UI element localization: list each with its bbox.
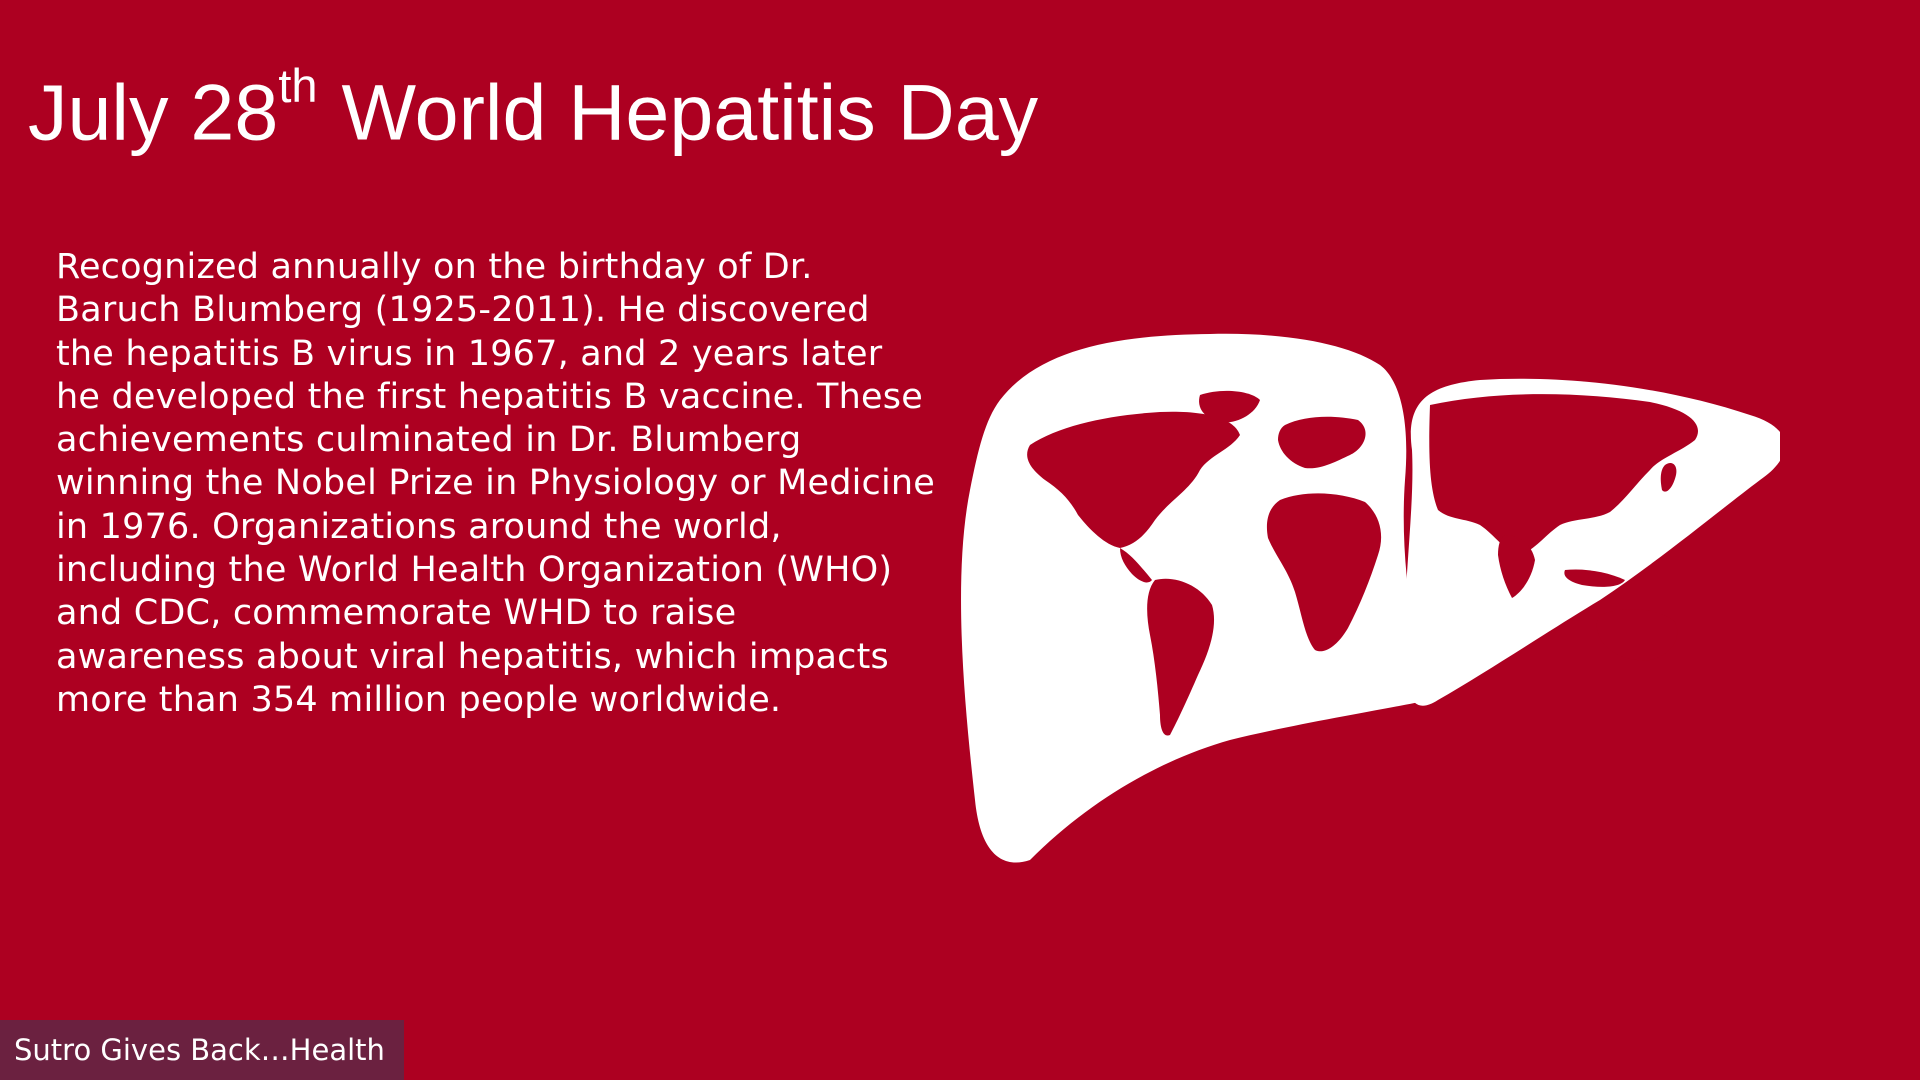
footer-tag: Sutro Gives Back…Health [0, 1020, 404, 1080]
title-ordinal-suffix: th [278, 59, 318, 112]
liver-world-map-illustration [960, 330, 1780, 870]
body-paragraph: Recognized annually on the birthday of Dr. Baruch Blumberg (1925-2011). He discovered the hepatitis B virus in 1967, and 2 years later he developed the first hepatitis B vaccine. These achievements culminated in Dr. Blumberg winning the Nobel Prize in Physiology or Medicine in 1976. Organizations around the world, including the World Health Organization (WHO) and CDC, commemorate WHD to raise awareness about viral hepatitis, which impacts more than 354 million people worldwide. [56, 247, 936, 720]
title-event: World Hepatitis Day [341, 67, 1039, 157]
slide-title [28, 59, 1039, 157]
title-date: July 28 [28, 67, 279, 157]
australia-shape [1597, 609, 1677, 660]
